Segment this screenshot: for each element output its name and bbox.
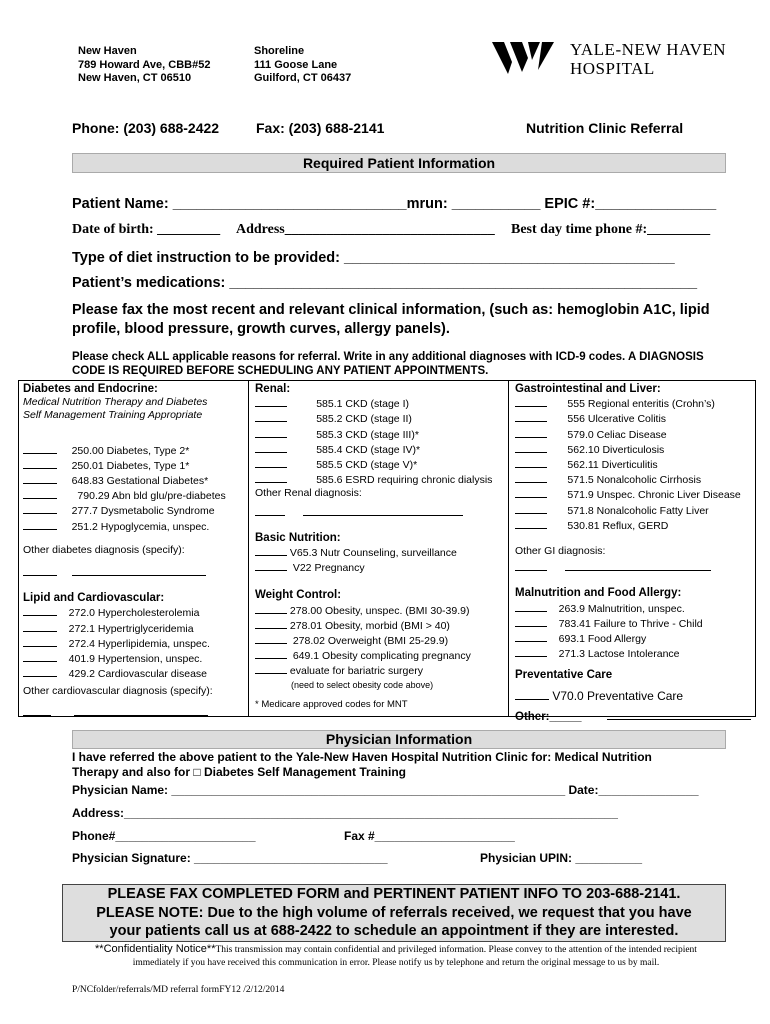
diagnosis-item[interactable]: [23, 636, 226, 651]
physician-address-field[interactable]: Address:__________________________________________________________________________: [72, 806, 618, 820]
gi-title: Gastrointestinal and Liver:: [515, 383, 661, 395]
diagnosis-item[interactable]: [255, 411, 492, 426]
diagnosis-item[interactable]: [515, 631, 751, 646]
diagnosis-item[interactable]: [255, 603, 492, 618]
diagnosis-label: 250.00 Diabetes, Type 2*: [71, 444, 190, 457]
diagnosis-label: 429.2 Cardiovascular disease: [68, 668, 208, 681]
diagnosis-label: 648.83 Gestational Diabetes*: [71, 475, 209, 488]
fax-notice-line: PLEASE NOTE: Due to the high volume of referrals received, we request that you have: [96, 904, 692, 921]
required-info-header: Required Patient Information: [72, 153, 726, 173]
confidentiality-text: immediately if you have received this communication in error. Please notify us by telephone and return the original message to us by mail.: [132, 958, 660, 968]
physician-info-header: Physician Information: [72, 730, 726, 749]
diagnosis-item[interactable]: [23, 666, 226, 681]
other-cardio-label: Other cardiovascular diagnosis (specify):: [23, 685, 213, 698]
diabetes-subtitle: Medical Nutrition Therapy and Diabetes: [23, 396, 208, 409]
diagnosis-label: 278.01 Obesity, morbid (BMI > 40): [289, 619, 450, 632]
diagnosis-label: 649.1 Obesity complicating pregnancy: [292, 650, 471, 663]
diagnosis-item[interactable]: [515, 487, 751, 502]
diagnosis-item[interactable]: [23, 503, 226, 518]
preventive-title: Preventative Care: [515, 669, 613, 682]
diagnosis-label: 272.1 Hypertriglyceridemia: [68, 622, 194, 635]
diagnosis-item[interactable]: [255, 442, 492, 457]
diagnosis-item[interactable]: [515, 689, 751, 703]
address-line: Shoreline: [254, 45, 305, 57]
diagnosis-label: 272.0 Hypercholesterolemia: [68, 607, 200, 620]
diagnosis-label: 251.2 Hypoglycemia, unspec.: [71, 520, 210, 533]
column-divider: [248, 380, 249, 716]
diagnosis-item[interactable]: [515, 396, 751, 411]
diagnosis-label: 272.4 Hyperlipidemia, unspec.: [68, 637, 210, 650]
diabetes-title: Diabetes and Endocrine:: [23, 383, 158, 395]
diagnosis-item[interactable]: [515, 518, 751, 533]
shoreline-address: [254, 45, 351, 86]
logo-mark-icon: [490, 38, 570, 78]
confidentiality-notice: [76, 943, 716, 970]
diagnosis-item[interactable]: [255, 648, 492, 663]
column-divider: [508, 380, 509, 716]
diagnosis-item[interactable]: [255, 472, 492, 487]
other-renal-label: Other Renal diagnosis:: [255, 487, 362, 500]
diagnosis-label: 585.1 CKD (stage I): [316, 398, 409, 411]
diagnosis-label: evaluate for bariatric surgery: [289, 665, 423, 678]
address-line: New Haven: [78, 45, 137, 57]
fax-clinical-request: Please fax the most recent and relevant clinical information, (such as: hemoglobin A1C, lipid profile, blood pressure, growth curves, allergy panels).: [72, 302, 710, 337]
fax-number: Fax: (203) 688-2141: [256, 120, 385, 136]
address-line: New Haven, CT 06510: [78, 72, 192, 84]
diagnosis-label: 555 Regional enteritis (Crohn’s): [567, 398, 715, 411]
phone-number: Phone: (203) 688-2422: [72, 120, 220, 136]
physician-fax-field[interactable]: Fax #_____________________: [344, 829, 515, 843]
referral-statement: I have referred the above patient to the Yale-New Haven Hospital Nutrition Clinic for: Medical Nutrition: [72, 750, 652, 764]
diagnosis-item[interactable]: [23, 458, 226, 473]
obesity-code-note: (need to select obesity code above): [291, 679, 434, 690]
gi-section: [515, 383, 751, 724]
physician-upin-field[interactable]: Physician UPIN: __________: [480, 851, 643, 865]
address-line: 111 Goose Lane: [254, 58, 338, 71]
dob-field: Date of birth: _________: [72, 222, 221, 237]
diagnosis-label: 585.2 CKD (stage II): [316, 413, 412, 426]
diagnosis-item[interactable]: [255, 633, 492, 648]
diagnosis-label: 530.81 Reflux, GERD: [567, 519, 669, 532]
diagnosis-label: 790.29 Abn bld glu/pre-diabetes: [77, 490, 226, 503]
other-gi-label: Other GI diagnosis:: [515, 545, 606, 558]
confidentiality-text: This transmission may contain confidential and privileged information. Please convey to the attention of the intended recipient: [215, 945, 697, 955]
other-diabetes-field[interactable]: [23, 565, 226, 580]
diagnosis-label: 783.41 Failure to Thrive - Child: [558, 617, 703, 630]
diagnosis-label: 585.5 CKD (stage V)*: [316, 459, 418, 472]
address-line: Guilford, CT 06437: [254, 72, 352, 84]
logo-line1: YALE-NEW HAVEN: [570, 40, 727, 59]
diagnosis-label: 585.3 CKD (stage III)*: [316, 428, 419, 441]
diagnosis-label: 585.4 CKD (stage IV)*: [316, 443, 421, 456]
diagnosis-label: 278.02 Overweight (BMI 25-29.9): [292, 635, 449, 648]
diagnosis-label: V22 Pregnancy: [292, 562, 365, 575]
diagnosis-label: 579.0 Celiac Disease: [567, 428, 667, 441]
fax-notice-line: PLEASE FAX COMPLETED FORM and PERTINENT PATIENT INFO TO 203-688-2141.: [107, 886, 681, 902]
diabetes-section: [23, 383, 226, 720]
diagnosis-item[interactable]: [23, 605, 226, 620]
diabetes-subtitle: Self Management Training Appropriate: [23, 409, 203, 422]
new-haven-address: [78, 45, 210, 86]
logo-line2: HOSPITAL: [570, 59, 655, 78]
physician-phone-field[interactable]: Phone#_____________________: [72, 829, 256, 843]
address-field: Address______________________________: [236, 222, 495, 237]
diagnosis-label: 571.8 Nonalcoholic Fatty Liver: [567, 504, 709, 517]
confidentiality-lead: **Confidentiality Notice**: [95, 943, 216, 955]
best-phone-field: Best day time phone #:_________: [511, 222, 711, 237]
diagnosis-item[interactable]: [515, 646, 751, 661]
other-diabetes-label: Other diabetes diagnosis (specify):: [23, 543, 185, 556]
diagnosis-label: 562.10 Diverticulosis: [567, 443, 665, 456]
basic-nutrition-title: Basic Nutrition:: [255, 531, 341, 544]
diagnosis-item[interactable]: [23, 473, 226, 488]
diagnosis-label: 693.1 Food Allergy: [558, 633, 647, 646]
diagnosis-label: 278.00 Obesity, unspec. (BMI 30-39.9): [289, 604, 470, 617]
weight-control-title: Weight Control:: [255, 589, 342, 602]
diet-instruction-line: Type of diet instruction to be provided: _________________________________________: [72, 250, 675, 266]
fax-notice-line: your patients call us at 688-2422 to schedule an appointment if they are interested.: [109, 923, 679, 939]
diagnosis-item[interactable]: [515, 427, 751, 442]
other-preventive-label: Other:_____: [515, 710, 582, 723]
physician-name-field[interactable]: Physician Name: ___________________________________________________________ Date:_______________: [72, 783, 699, 797]
diagnosis-label: 250.01 Diabetes, Type 1*: [71, 459, 190, 472]
diagnosis-item[interactable]: [23, 621, 226, 636]
diagnosis-label: V65.3 Nutr Counseling, surveillance: [289, 547, 457, 560]
diagnosis-label: 585.6 ESRD requiring chronic dialysis: [316, 474, 493, 487]
diagnosis-label: 556 Ulcerative Colitis: [567, 413, 667, 426]
lipid-title: Lipid and Cardiovascular:: [23, 592, 165, 605]
diagnosis-item[interactable]: [255, 396, 492, 411]
patient-name-line: Patient Name: _____________________________mrun: ___________ EPIC #:_______________: [72, 196, 717, 212]
diagnosis-item[interactable]: [255, 663, 492, 678]
medications-line: Patient’s medications: __________________________________________________________: [72, 275, 698, 291]
diagnosis-item[interactable]: [515, 457, 751, 472]
diagnosis-item[interactable]: [515, 472, 751, 487]
other-gi-field[interactable]: [515, 560, 751, 575]
diagnosis-item[interactable]: [255, 618, 492, 633]
diagnosis-label: 263.9 Malnutrition, unspec.: [558, 602, 685, 615]
diagnosis-item[interactable]: [515, 601, 751, 616]
diagnosis-item[interactable]: [23, 443, 226, 458]
malnutrition-title: Malnutrition and Food Allergy:: [515, 587, 682, 600]
diagnosis-label: V70.0 Preventative Care: [552, 688, 684, 703]
form-title: Nutrition Clinic Referral: [526, 120, 684, 136]
renal-section: [255, 383, 492, 711]
diagnosis-label: 562.11 Diverticulitis: [567, 459, 658, 472]
diagnosis-label: 271.3 Lactose Intolerance: [558, 648, 680, 661]
diagnosis-item[interactable]: [515, 503, 751, 518]
diagnosis-item[interactable]: [23, 651, 226, 666]
logo-text: [570, 40, 726, 78]
diagnosis-label: 571.9 Unspec. Chronic Liver Disease: [567, 489, 741, 502]
diagnosis-item[interactable]: [23, 519, 226, 534]
other-preventive-field[interactable]: [515, 709, 751, 724]
diagnosis-item[interactable]: [23, 488, 226, 503]
diagnosis-label: 277.7 Dysmetabolic Syndrome: [71, 505, 215, 518]
diagnosis-label: 401.9 Hypertension, unspec.: [68, 653, 203, 666]
diagnosis-item[interactable]: [515, 442, 751, 457]
other-cardio-field[interactable]: [23, 705, 226, 720]
diagnosis-item[interactable]: [515, 616, 751, 631]
ynhh-logo: [490, 38, 570, 83]
diagnosis-item[interactable]: [255, 457, 492, 472]
diagnosis-item[interactable]: [255, 545, 492, 560]
physician-signature-field[interactable]: Physician Signature: _____________________________: [72, 851, 388, 865]
diagnosis-item[interactable]: [515, 411, 751, 426]
diagnosis-label: 571.5 Nonalcoholic Cirrhosis: [567, 474, 702, 487]
check-all-note: Please check ALL applicable reasons for referral. Write in any additional diagnoses with ICD-9 codes. A DIAGNOSIS CODE IS REQUIRED BEFORE SCHEDULING ANY PATIENT APPOINTMENTS.: [72, 351, 704, 377]
diagnosis-item[interactable]: [255, 560, 492, 575]
footer-path: P/NCfolder/referrals/MD referral formFY12 /2/12/2014: [72, 985, 285, 995]
dsmt-option[interactable]: Therapy and also for □ Diabetes Self Management Training: [72, 765, 406, 779]
other-renal-field[interactable]: [255, 505, 492, 520]
fax-notice-box: [62, 884, 726, 942]
medicare-note: * Medicare approved codes for MNT: [255, 698, 408, 710]
renal-title: Renal:: [255, 383, 291, 395]
diagnosis-item[interactable]: [255, 427, 492, 442]
address-line: 789 Howard Ave, CBB#52: [78, 58, 211, 71]
